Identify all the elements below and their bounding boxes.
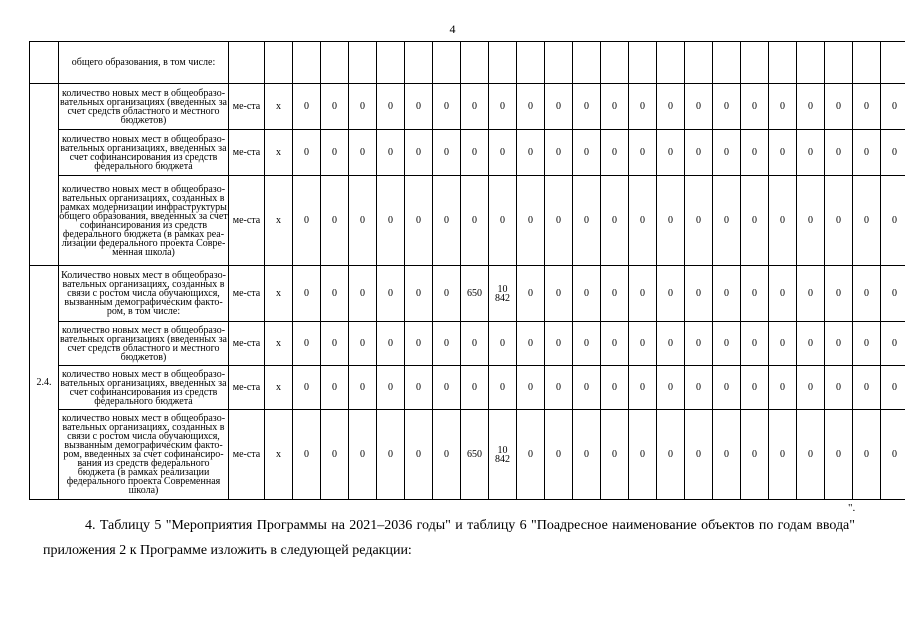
year-value-cell: 0 xyxy=(377,410,405,500)
year-value-cell: 0 xyxy=(797,366,825,410)
year-value-cell: 0 xyxy=(349,84,377,130)
year-value-cell: 0 xyxy=(545,322,573,366)
year-value-cell: 0 xyxy=(769,266,797,322)
year-value-cell: 0 xyxy=(629,322,657,366)
year-value-cell: 0 xyxy=(713,130,741,176)
year-value-cell: 0 xyxy=(573,410,601,500)
year-value-cell: 0 xyxy=(377,84,405,130)
year-value-cell: 0 xyxy=(377,266,405,322)
year-value-cell: 0 xyxy=(713,266,741,322)
year-value-cell: 0 xyxy=(349,410,377,500)
year-value-cell: 0 xyxy=(601,410,629,500)
year-value-cell: 0 xyxy=(321,366,349,410)
year-value-cell xyxy=(293,42,321,84)
year-value-cell xyxy=(713,42,741,84)
indicator-description: количество новых мест в общеобразо-вательных организациях, введенных за счет софинансирования из средств федерального бюджета xyxy=(59,366,229,410)
year-value-cell xyxy=(545,42,573,84)
year-value-cell: 0 xyxy=(629,410,657,500)
year-value-cell xyxy=(685,42,713,84)
year-value-cell: 0 xyxy=(797,84,825,130)
year-value-cell: 0 xyxy=(517,176,545,266)
year-value-cell: 0 xyxy=(657,130,685,176)
year-value-cell: 0 xyxy=(825,176,853,266)
year-value-cell: 0 xyxy=(797,176,825,266)
year-value-cell: 0 xyxy=(741,266,769,322)
year-value-cell: 0 xyxy=(489,84,517,130)
indicator-description: количество новых мест в общеобразо-вательных организациях (введенных за счет средств областного и местного бюджетов) xyxy=(59,84,229,130)
year-value-cell: 0 xyxy=(601,322,629,366)
table-row xyxy=(30,366,905,410)
year-value-cell: 0 xyxy=(685,410,713,500)
year-value-cell: 0 xyxy=(545,366,573,410)
year-value-cell: 0 xyxy=(881,366,905,410)
unit-cell: ме-ста xyxy=(229,84,265,130)
year-value-cell: 0 xyxy=(741,130,769,176)
year-value-cell: 0 xyxy=(797,130,825,176)
year-value-cell: 0 xyxy=(825,366,853,410)
year-value-cell: 0 xyxy=(517,130,545,176)
year-value-cell: 0 xyxy=(293,366,321,410)
base-value-cell: х xyxy=(265,410,293,500)
indicator-description: общего образования, в том числе: xyxy=(59,42,229,84)
year-value-cell: 10 842 xyxy=(489,410,517,500)
year-value-cell: 0 xyxy=(741,84,769,130)
year-value-cell: 0 xyxy=(713,322,741,366)
year-value-cell xyxy=(461,42,489,84)
year-value-cell: 0 xyxy=(545,130,573,176)
year-value-cell: 0 xyxy=(881,176,905,266)
indicators-table xyxy=(29,41,905,500)
year-value-cell: 0 xyxy=(545,84,573,130)
year-value-cell: 0 xyxy=(825,84,853,130)
year-value-cell: 650 xyxy=(461,410,489,500)
year-value-cell: 0 xyxy=(657,366,685,410)
year-value-cell xyxy=(769,42,797,84)
year-value-cell: 0 xyxy=(825,130,853,176)
indicator-description: количество новых мест в общеобразо-вательных организациях, введенных за счет софинансирования из средств федерального бюджета xyxy=(59,130,229,176)
year-value-cell: 0 xyxy=(657,176,685,266)
year-value-cell: 0 xyxy=(321,410,349,500)
year-value-cell: 0 xyxy=(293,322,321,366)
year-value-cell: 0 xyxy=(573,266,601,322)
page-number: 4 xyxy=(449,22,456,36)
year-value-cell: 0 xyxy=(489,322,517,366)
year-value-cell: 0 xyxy=(825,266,853,322)
year-value-cell: 0 xyxy=(293,266,321,322)
year-value-cell: 0 xyxy=(685,322,713,366)
year-value-cell: 0 xyxy=(573,176,601,266)
table-row xyxy=(30,266,905,322)
year-value-cell: 0 xyxy=(377,322,405,366)
year-value-cell: 0 xyxy=(629,130,657,176)
year-value-cell: 0 xyxy=(517,322,545,366)
unit-cell: ме-ста xyxy=(229,322,265,366)
year-value-cell: 0 xyxy=(881,266,905,322)
year-value-cell: 0 xyxy=(489,366,517,410)
year-value-cell: 0 xyxy=(881,322,905,366)
year-value-cell: 0 xyxy=(825,322,853,366)
unit-cell xyxy=(229,42,265,84)
year-value-cell xyxy=(629,42,657,84)
year-value-cell: 0 xyxy=(461,84,489,130)
year-value-cell: 0 xyxy=(601,130,629,176)
year-value-cell: 0 xyxy=(405,130,433,176)
year-value-cell xyxy=(853,42,881,84)
year-value-cell xyxy=(433,42,461,84)
year-value-cell: 0 xyxy=(573,130,601,176)
year-value-cell: 0 xyxy=(657,322,685,366)
year-value-cell: 0 xyxy=(769,130,797,176)
year-value-cell: 0 xyxy=(741,366,769,410)
year-value-cell: 0 xyxy=(405,322,433,366)
table-row xyxy=(30,410,905,500)
row-number-cell: 2.4. xyxy=(30,266,59,500)
year-value-cell: 0 xyxy=(489,130,517,176)
year-value-cell: 0 xyxy=(853,130,881,176)
year-value-cell: 0 xyxy=(657,84,685,130)
year-value-cell: 0 xyxy=(881,84,905,130)
base-value-cell xyxy=(265,42,293,84)
year-value-cell: 0 xyxy=(293,84,321,130)
year-value-cell: 0 xyxy=(405,266,433,322)
year-value-cell: 0 xyxy=(769,176,797,266)
year-value-cell: 0 xyxy=(321,266,349,322)
unit-cell: ме-ста xyxy=(229,130,265,176)
year-value-cell: 0 xyxy=(405,366,433,410)
year-value-cell xyxy=(517,42,545,84)
year-value-cell: 0 xyxy=(321,84,349,130)
year-value-cell: 0 xyxy=(433,266,461,322)
base-value-cell: х xyxy=(265,130,293,176)
year-value-cell: 0 xyxy=(349,366,377,410)
year-value-cell: 0 xyxy=(545,176,573,266)
year-value-cell: 0 xyxy=(881,410,905,500)
unit-cell: ме-ста xyxy=(229,366,265,410)
year-value-cell: 0 xyxy=(713,410,741,500)
year-value-cell xyxy=(321,42,349,84)
year-value-cell xyxy=(657,42,685,84)
year-value-cell: 0 xyxy=(573,322,601,366)
unit-cell: ме-ста xyxy=(229,176,265,266)
year-value-cell: 0 xyxy=(601,176,629,266)
year-value-cell: 0 xyxy=(629,266,657,322)
base-value-cell: х xyxy=(265,266,293,322)
year-value-cell: 0 xyxy=(657,266,685,322)
year-value-cell: 0 xyxy=(293,176,321,266)
year-value-cell: 0 xyxy=(545,266,573,322)
year-value-cell: 0 xyxy=(321,130,349,176)
year-value-cell: 0 xyxy=(797,410,825,500)
year-value-cell: 0 xyxy=(433,410,461,500)
year-value-cell: 0 xyxy=(321,322,349,366)
year-value-cell xyxy=(881,42,905,84)
year-value-cell: 0 xyxy=(881,130,905,176)
year-value-cell: 0 xyxy=(657,410,685,500)
year-value-cell: 0 xyxy=(629,176,657,266)
year-value-cell: 0 xyxy=(713,366,741,410)
year-value-cell: 0 xyxy=(629,366,657,410)
table-row xyxy=(30,42,905,84)
row-number-cell xyxy=(30,84,59,266)
indicator-description: количество новых мест в общеобразо-вательных организациях, созданных в связи с ростом числа обучающихся, вызванным демографическим факто-ром, введенных за счет софинансиро-вания из средств федерального бюджета (в рамках реализации федерального проекта Современная школа) xyxy=(59,410,229,500)
year-value-cell: 0 xyxy=(517,366,545,410)
year-value-cell xyxy=(825,42,853,84)
year-value-cell: 0 xyxy=(713,176,741,266)
year-value-cell: 0 xyxy=(629,84,657,130)
year-value-cell: 0 xyxy=(321,176,349,266)
year-value-cell: 0 xyxy=(293,410,321,500)
year-value-cell: 0 xyxy=(769,84,797,130)
year-value-cell: 0 xyxy=(741,410,769,500)
unit-cell: ме-ста xyxy=(229,410,265,500)
year-value-cell: 0 xyxy=(433,322,461,366)
year-value-cell: 0 xyxy=(853,84,881,130)
base-value-cell: х xyxy=(265,84,293,130)
year-value-cell: 0 xyxy=(601,366,629,410)
year-value-cell: 0 xyxy=(601,84,629,130)
year-value-cell xyxy=(741,42,769,84)
year-value-cell: 0 xyxy=(853,410,881,500)
year-value-cell xyxy=(377,42,405,84)
year-value-cell: 0 xyxy=(433,176,461,266)
year-value-cell: 0 xyxy=(769,322,797,366)
indicator-description: количество новых мест в общеобразо-вательных организациях (введенных за счет средств областного и местного бюджетов) xyxy=(59,322,229,366)
year-value-cell: 0 xyxy=(433,84,461,130)
year-value-cell: 0 xyxy=(713,84,741,130)
year-value-cell: 0 xyxy=(853,176,881,266)
year-value-cell: 0 xyxy=(853,322,881,366)
year-value-cell: 0 xyxy=(685,84,713,130)
year-value-cell: 0 xyxy=(685,266,713,322)
year-value-cell: 0 xyxy=(349,130,377,176)
year-value-cell: 0 xyxy=(769,366,797,410)
unit-cell: ме-ста xyxy=(229,266,265,322)
year-value-cell: 0 xyxy=(741,322,769,366)
year-value-cell: 0 xyxy=(685,130,713,176)
year-value-cell xyxy=(349,42,377,84)
closing-quote: ". xyxy=(848,502,856,514)
year-value-cell: 0 xyxy=(573,84,601,130)
year-value-cell: 0 xyxy=(853,266,881,322)
year-value-cell xyxy=(573,42,601,84)
year-value-cell: 0 xyxy=(349,322,377,366)
year-value-cell: 0 xyxy=(461,130,489,176)
year-value-cell: 0 xyxy=(769,410,797,500)
year-value-cell xyxy=(797,42,825,84)
indicator-description: Количество новых мест в общеобразо-вательных организациях, созданных в связи с ростом числа обучающихся, вызванным демографическим факто-ром, в том числе: xyxy=(59,266,229,322)
table-row xyxy=(30,84,905,130)
year-value-cell: 0 xyxy=(741,176,769,266)
year-value-cell: 0 xyxy=(517,84,545,130)
year-value-cell: 0 xyxy=(685,366,713,410)
indicator-description: количество новых мест в общеобразо-вательных организациях, созданных в рамках модернизации инфраструктуры общего образования, введенных за счет софинансирования из средств федерального бюджета (в рамках реа-лизации федерального проекта Совре-менная школа) xyxy=(59,176,229,266)
year-value-cell: 0 xyxy=(461,322,489,366)
year-value-cell: 650 xyxy=(461,266,489,322)
body-paragraph: 4. Таблицу 5 "Мероприятия Программы на 2021–2036 годы" и таблицу 6 "Поадресное наименование объектов по годам ввода" приложения 2 к Программе изложить в следующей редакции: xyxy=(43,518,855,558)
year-value-cell: 0 xyxy=(433,366,461,410)
year-value-cell: 0 xyxy=(825,410,853,500)
year-value-cell: 0 xyxy=(853,366,881,410)
base-value-cell: х xyxy=(265,176,293,266)
year-value-cell xyxy=(405,42,433,84)
year-value-cell: 0 xyxy=(573,366,601,410)
year-value-cell: 0 xyxy=(601,266,629,322)
year-value-cell: 0 xyxy=(461,176,489,266)
year-value-cell: 0 xyxy=(405,176,433,266)
year-value-cell: 0 xyxy=(797,322,825,366)
year-value-cell: 0 xyxy=(377,176,405,266)
year-value-cell: 0 xyxy=(685,176,713,266)
year-value-cell xyxy=(601,42,629,84)
table-row xyxy=(30,176,905,266)
year-value-cell: 0 xyxy=(433,130,461,176)
year-value-cell: 0 xyxy=(517,410,545,500)
year-value-cell: 10 842 xyxy=(489,266,517,322)
year-value-cell: 0 xyxy=(405,410,433,500)
year-value-cell: 0 xyxy=(293,130,321,176)
year-value-cell: 0 xyxy=(461,366,489,410)
year-value-cell: 0 xyxy=(349,176,377,266)
year-value-cell: 0 xyxy=(377,366,405,410)
base-value-cell: х xyxy=(265,322,293,366)
year-value-cell xyxy=(489,42,517,84)
year-value-cell: 0 xyxy=(797,266,825,322)
year-value-cell: 0 xyxy=(349,266,377,322)
year-value-cell: 0 xyxy=(377,130,405,176)
table-row xyxy=(30,130,905,176)
year-value-cell: 0 xyxy=(405,84,433,130)
base-value-cell: х xyxy=(265,366,293,410)
year-value-cell: 0 xyxy=(517,266,545,322)
row-number-cell xyxy=(30,42,59,84)
year-value-cell: 0 xyxy=(489,176,517,266)
table-row xyxy=(30,322,905,366)
year-value-cell: 0 xyxy=(545,410,573,500)
